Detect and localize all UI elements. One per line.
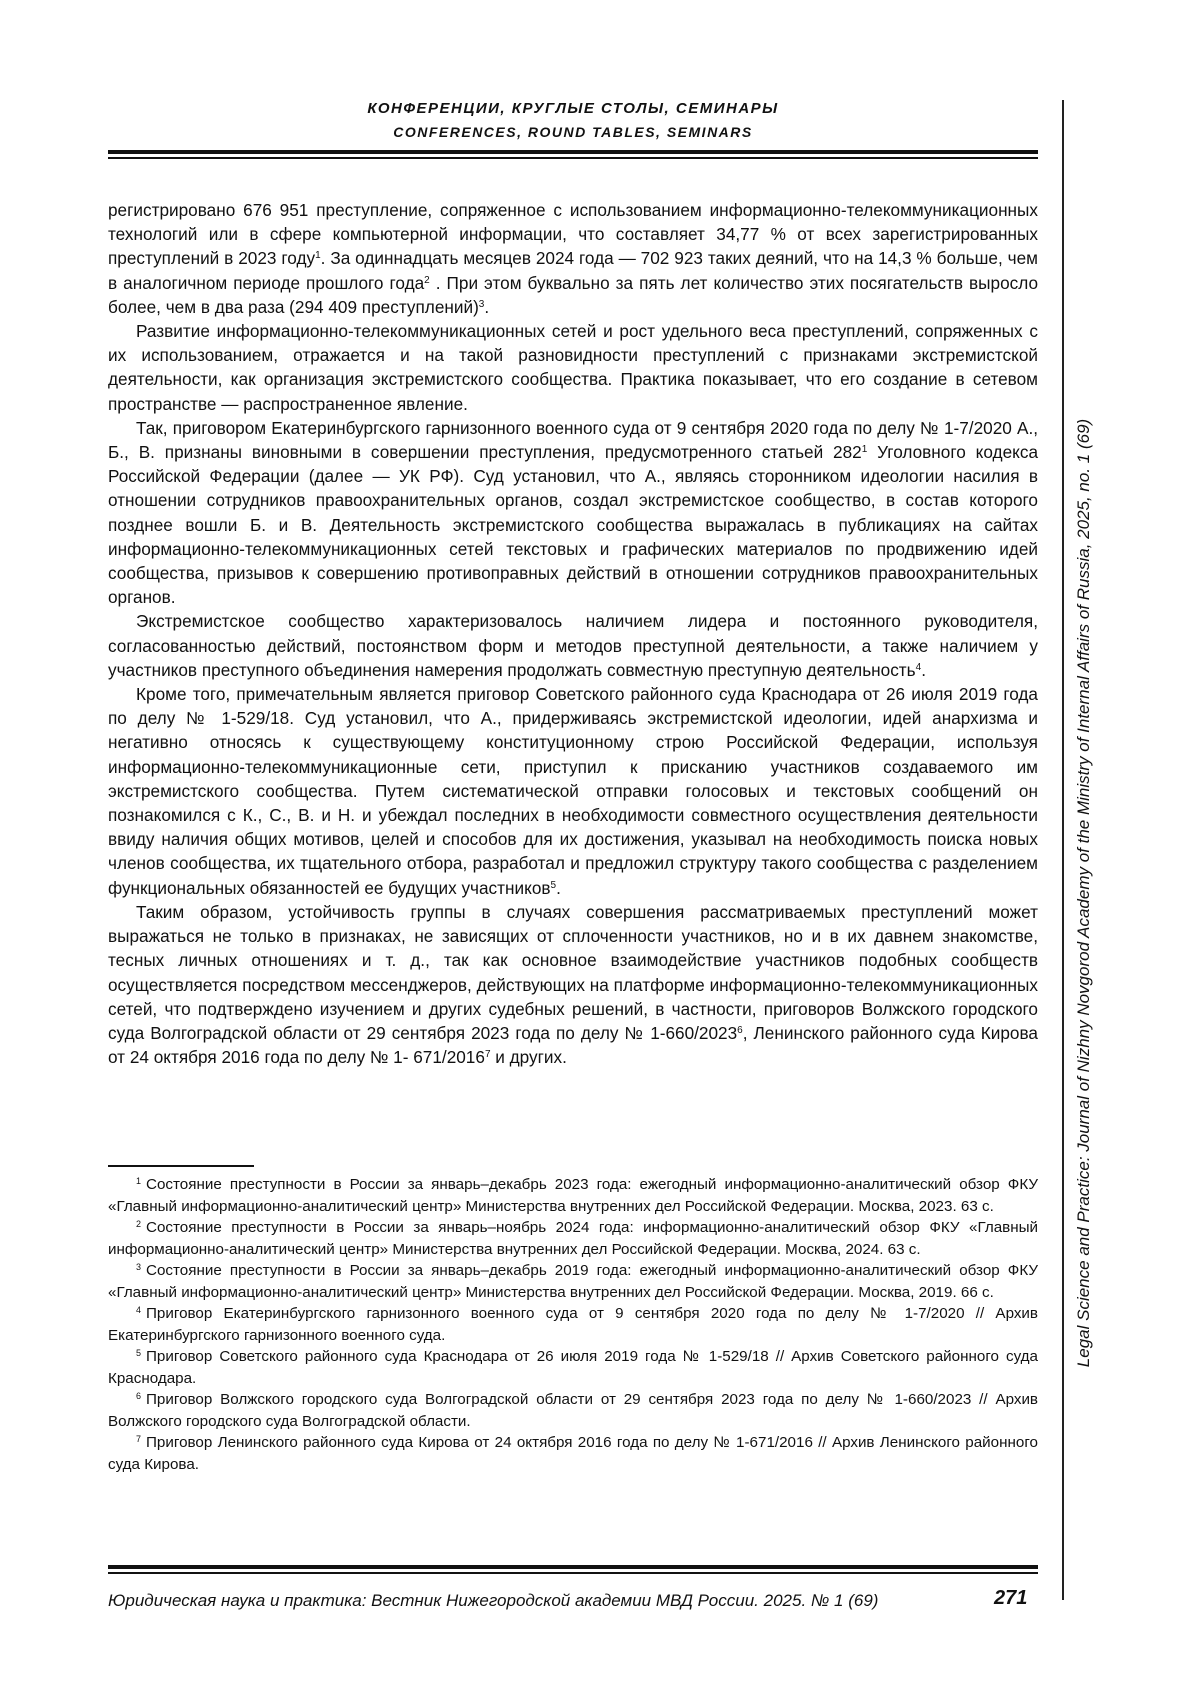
paragraph-text: . (484, 296, 490, 317)
footnote-number: 3 (136, 1262, 142, 1272)
footer-journal-title: Юридическая наука и практика: Вестник Нижегородской академии МВД России. 2025. № 1 (69) (108, 1591, 879, 1610)
body-paragraph (108, 682, 1038, 900)
body-paragraph (108, 609, 1038, 682)
paragraph-text: регистрировано 676 951 преступление, сопряженное с использованием информационно-телекоммуникационных технологий или в сфере компьютерной информации, что составляет 34,77 % от всех зарегистрированных преступлений в 2023 году (108, 200, 1038, 269)
paragraph-text: Уголовного кодекса Российской Федерации (далее — УК РФ). Суд установил, что А., являясь сторонником идеологии насилия в отношении сотрудников правоохранительных органов, создал экстремистское сообщество, в состав которого позднее вошли Б. и В. Деятельность экстремистского сообщества выражалась в публикациях на сайтах информационно-телекоммуникационных сетей текстовых и графических материалов по продвижению идей сообщества, призывов к совершению противоправных действий в отношении сотрудников правоохранительных органов. (108, 442, 1038, 608)
footnote-number: 6 (136, 1391, 142, 1401)
footnote-number: 7 (136, 1434, 142, 1444)
footnote-number: 5 (136, 1348, 142, 1358)
footnote-text: Приговор Волжского городского суда Волгоградской области от 29 сентября 2023 года по делу № 1-660/2023 // Архив Волжского городского суда Волгоградской области. (108, 1391, 1038, 1430)
footnote-text: Приговор Екатеринбургского гарнизонного военного суда от 9 сентября 2020 года по делу № 1-7/2020 // Архив Екатеринбургского гарнизонного военного суда. (108, 1305, 1038, 1344)
paragraph-text: . (556, 877, 561, 898)
side-journal-title: Legal Science and Practice: Journal of Nizhny Novgorod Academy of the Ministry of Internal Affairs of Russia, 2025, no. 1 (69) (1074, 418, 1093, 1368)
paragraph-text: , Ленинского районного суда Кирова от 24 октября 2016 года по делу № 1- 671/2016 (108, 1022, 1038, 1068)
footnote-item (108, 1260, 1038, 1303)
footnote-text: Состояние преступности в России за январь–декабрь 2019 года: ежегодный информационно-аналитический обзор ФКУ «Главный информационно-аналитический центр» Министерства внутренних дел Российской Федерации. Москва, 2019. 66 с. (108, 1262, 1038, 1301)
footnote-text: Приговор Советского районного суда Краснодара от 26 июля 2019 года № 1-529/18 // Архив Советского районного суда Краснодара. (108, 1348, 1038, 1387)
paragraph-text: . За одиннадцать месяцев 2024 года — 702 923 таких деяний, что на 14,3 % больше, чем в аналогичном периоде прошлого года (108, 248, 1038, 293)
footnote-ref: 6 (737, 1024, 743, 1036)
article-body (108, 198, 1038, 1069)
body-paragraph (108, 319, 1038, 416)
paragraph-text: Экстремистское сообщество характеризовалось наличием лидера и постоянного руководителя, согласованностью действий, постоянством форм и методов преступной деятельности, а также наличием у участников преступного объединения намерения продолжать совместную преступную деятельность (108, 611, 1038, 680)
header-rule-thick (108, 150, 1038, 154)
footnotes (108, 1174, 1038, 1475)
footer-rule-thin (108, 1572, 1038, 1574)
paragraph-text: . При этом буквально за пять лет количество этих посягательств выросло более, чем в два раза (294 409 преступлений) (108, 272, 1038, 317)
paragraph-text: Таким образом, устойчивость группы в случаях совершения рассматриваемых преступлений может выражаться не только в признаках, не зависящих от сплоченности участников, но и в их давнем знакомстве, тесных личных отношениях и т. д., так как основное взаимодействие участников подобных сообществ осуществляется посредством мессенджеров, действующих на платформе информационно-телекоммуникационных сетей, что подтверждено изучением и других судебных решений, в частности, приговоров Волжского городского суда Волгоградской области от 29 сентября 2023 года по делу № 1-660/2023 (108, 901, 1038, 1043)
body-paragraph (108, 900, 1038, 1069)
paragraph-text: Кроме того, примечательным является приговор Советского районного суда Краснодара от 26 июля 2019 года по делу № 1-529/18. Суд установил, что А., придерживаясь экстремистской идеологии, идей анархизма и негативно относясь к существующему конституционному строю Российской Федерации, используя информационно-телекоммуникационные сети, приступил к присканию участников создаваемого им экстремистского сообщества. Путем систематической отправки голосовых и текстовых сообщений он познакомился с К., С., В. и Н. и убеждал последних в необходимости совместного осуществления деятельности ввиду наличия общих мотивов, целей и способов для их достижения, указывал на необходимость поиска новых членов сообщества, их тщательного отбора, разработал и предложил структуру такого сообщества с разделением функциональных обязанностей ее будущих участников (108, 684, 1038, 898)
footnote-text: Состояние преступности в России за январь–ноябрь 2024 года: информационно-аналитический обзор ФКУ «Главный информационно-аналитический центр» Министерства внутренних дел Российской Федерации. Москва, 2024. 63 с. (108, 1219, 1038, 1258)
side-rule (1062, 100, 1064, 1600)
paragraph-text: Развитие информационно-телекоммуникационных сетей и рост удельного веса преступлений, сопряженных с их использованием, отражается и на такой разновидности преступлений с признаками экстремистской деятельности, как организация экстремистского сообщества. Практика показывает, что его создание в сетевом пространстве — распространенное явление. (108, 321, 1038, 414)
footnote-ref: 5 (550, 879, 557, 891)
footnote-ref: 7 (484, 1049, 491, 1061)
footnote-item (108, 1389, 1038, 1432)
paragraph-text: и других. (490, 1047, 567, 1068)
footnote-item (108, 1217, 1038, 1260)
footnote-ref: 1 (861, 444, 868, 456)
page-number: 271 (994, 1587, 1028, 1609)
running-header-en: CONFERENCES, ROUND TABLES, SEMINARS (393, 124, 753, 140)
footnote-text: Приговор Ленинского районного суда Кирова от 24 октября 2016 года по делу № 1-671/2016 // Архив Ленинского районного суда Кирова. (108, 1434, 1038, 1473)
footnote-ref: 3 (478, 298, 485, 310)
paragraph-text: Так, приговором Екатеринбургского гарнизонного военного суда от 9 сентября 2020 года по делу № 1-7/2020 А., Б., В. признаны виновными в совершении преступления, предусмотренного статьей 282 (108, 417, 1038, 463)
footnote-item (108, 1303, 1038, 1346)
body-paragraph (108, 416, 1038, 610)
footnote-number: 1 (136, 1176, 142, 1186)
body-paragraph (108, 198, 1038, 319)
footnote-item (108, 1346, 1038, 1389)
footer-rule-thick (108, 1565, 1038, 1569)
footnote-ref: 2 (424, 274, 430, 286)
footnote-item (108, 1174, 1038, 1217)
running-header-ru: КОНФЕРЕНЦИИ, КРУГЛЫЕ СТОЛЫ, СЕМИНАРЫ (367, 100, 779, 117)
footnote-text: Состояние преступности в России за январь–декабрь 2023 года: ежегодный информационно-аналитический обзор ФКУ «Главный информационно-аналитический центр» Министерства внутренних дел Российской Федерации. Москва, 2023. 63 с. (108, 1176, 1038, 1215)
footnote-item (108, 1432, 1038, 1475)
header-rule-thin (108, 157, 1038, 159)
footnote-separator (108, 1165, 254, 1167)
footnote-number: 4 (136, 1305, 142, 1315)
footnote-number: 2 (136, 1219, 142, 1229)
footnote-ref: 1 (315, 250, 321, 262)
paragraph-text: . (921, 659, 926, 680)
footnote-ref: 4 (915, 661, 922, 673)
